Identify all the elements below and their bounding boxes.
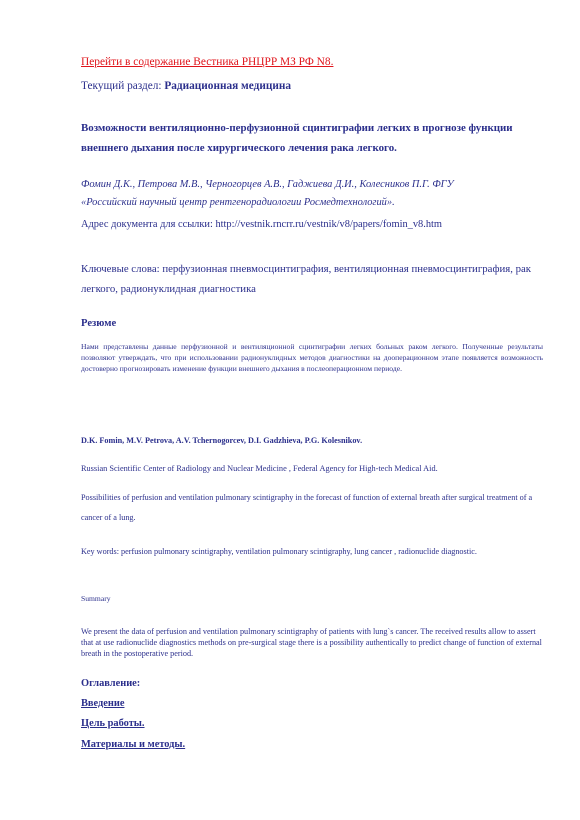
resume-heading: Резюме — [81, 318, 117, 329]
article-authors: Фомин Д.К., Петрова М.В., Черногорцев А.В., Гаджиева Д.И., Колесников П.Г. ФГУ — [81, 179, 454, 190]
english-authors: D.K. Fomin, M.V. Petrova, A.V. Tchernogorcev, D.I. Gadzhieva, P.G. Kolesnikov. — [81, 436, 363, 445]
toc-link-materials-methods[interactable]: Материалы и методы. — [81, 739, 186, 750]
article-organization: «Российский научный центр рентгенорадиологии Росмедтехнологий». — [81, 197, 395, 208]
document-address: Адрес документа для ссылки: http://vestnik.rncrr.ru/vestnik/v8/papers/fomin_v8.htm — [81, 219, 443, 230]
contents-link[interactable]: Перейти в содержание Вестника РНЦРР МЗ РФ N8. — [81, 56, 334, 68]
toc-link-goal[interactable]: Цель работы. — [81, 718, 145, 729]
section-prefix: Текущий раздел: — [81, 80, 165, 92]
section-name: Радиационная медицина — [164, 80, 292, 92]
summary-text: We present the data of perfusion and ventilation pulmonary scintigraphy of patients with lung`s cancer. The received results allow to assert that at use radionuclide diagnostics methods on pre-surgical stage there is a possibility authentically to predict change of function of external breath in the postoperative period. — [81, 627, 542, 658]
english-organization: Russian Scientific Center of Radiology and Nuclear Medicine , Federal Agency for High-tech Medical Aid. — [81, 464, 438, 473]
toc-heading: Оглавление: — [81, 678, 141, 689]
article-title: Возможности вентиляционно-перфузионной сцинтиграфии легких в прогнозе функции внешнего дыхания после хирургического лечения рака легкого. — [81, 122, 513, 154]
current-section — [81, 80, 291, 92]
keywords-ru: Ключевые слова: перфузионная пневмосцинтиграфия, вентиляционная пневмосцинтиграфия, рак легкого, радионуклидная диагностика — [81, 263, 532, 295]
summary-heading: Summary — [81, 594, 111, 603]
resume-text: Нами представлены данные перфузионной и вентиляционной сцинтиграфии легких больных раком легкого. Полученные результаты позволяют утверждать, что при использовании радионуклидных методов диагностики на дооперационном этапе появляется возможность достоверно прогнозировать изменение функции внешнего дыхания в послеоперационном периоде. — [81, 342, 543, 373]
keywords-en: Key words: perfusion pulmonary scintigraphy, ventilation pulmonary scintigraphy, lung cancer , radionuclide diagnostic. — [81, 547, 477, 556]
english-title: Possibilities of perfusion and ventilation pulmonary scintigraphy in the forecast of function of external breath after surgical treatment of a cancer of a lung. — [81, 493, 533, 522]
toc-link-introduction[interactable]: Введение — [81, 698, 125, 709]
